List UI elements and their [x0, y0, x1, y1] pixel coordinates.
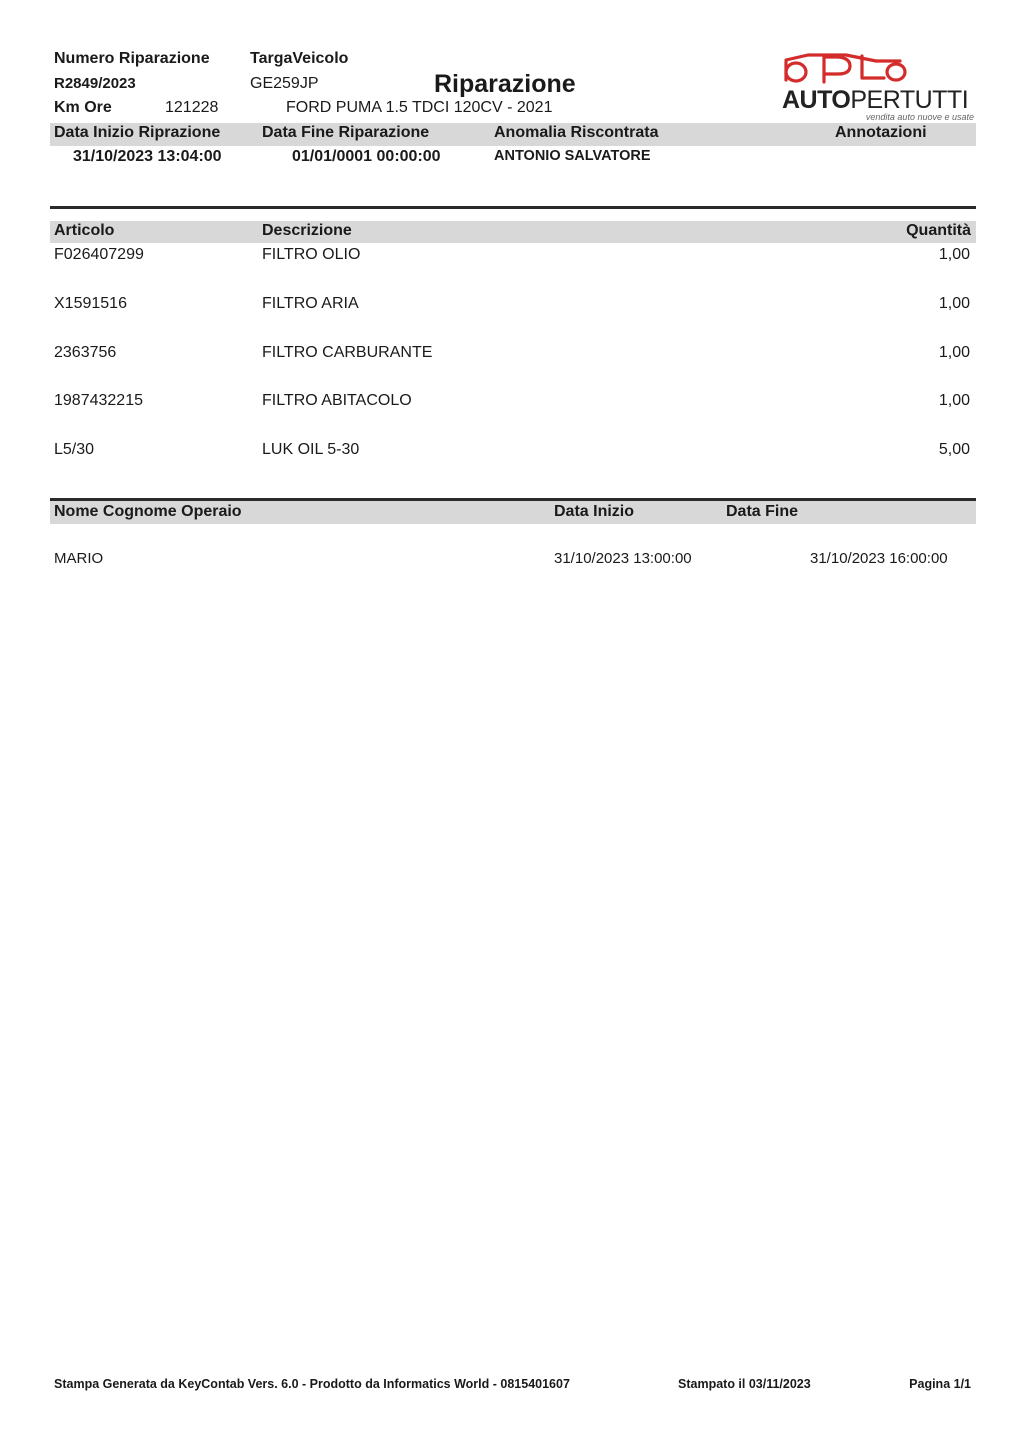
footer-printed-date: Stampato il 03/11/2023	[678, 1377, 811, 1391]
km-ore-label: Km Ore	[54, 99, 112, 116]
item-descrizione: FILTRO CARBURANTE	[262, 344, 433, 361]
worker-data-fine: 31/10/2023 16:00:00	[810, 550, 948, 567]
info-value-data-inizio: 31/10/2023 13:04:00	[73, 148, 222, 165]
items-top-rule	[50, 206, 976, 209]
item-descrizione: FILTRO ABITACOLO	[262, 392, 412, 409]
km-ore-value: 121228	[165, 99, 219, 116]
item-articolo: F026407299	[54, 246, 144, 263]
info-header-anomalia: Anomalia Riscontrata	[494, 124, 659, 141]
info-value-anomalia: ANTONIO SALVATORE	[494, 148, 651, 164]
item-quantita: 1,00	[938, 344, 970, 361]
worker-nome: MARIO	[54, 550, 104, 567]
info-header-data-inizio: Data Inizio Riprazione	[54, 124, 221, 141]
numero-riparazione-value: R2849/2023	[54, 75, 136, 92]
info-header-annotazioni: Annotazioni	[835, 124, 927, 141]
footer-page-number: Pagina 1/1	[909, 1377, 971, 1391]
vehicle-description: FORD PUMA 1.5 TDCI 120CV - 2021	[286, 99, 553, 116]
items-header-articolo: Articolo	[54, 222, 115, 239]
item-quantita: 1,00	[938, 246, 970, 263]
item-quantita: 1,00	[938, 392, 970, 409]
targa-veicolo-value: GE259JP	[250, 75, 319, 92]
item-articolo: L5/30	[54, 441, 95, 458]
logo-name-bold: AUTO	[782, 86, 851, 114]
info-value-data-fine: 01/01/0001 00:00:00	[292, 148, 441, 165]
item-descrizione: FILTRO ARIA	[262, 295, 359, 312]
page-title: Riparazione	[434, 70, 576, 98]
workers-header-nome: Nome Cognome Operaio	[54, 503, 242, 520]
items-header-quantita: Quantità	[906, 222, 971, 239]
item-descrizione: FILTRO OLIO	[262, 246, 361, 263]
targa-veicolo-label: TargaVeicolo	[250, 50, 349, 67]
footer-generated: Stampa Generata da KeyContab Vers. 6.0 - Prodotto da Informatics World - 0815401607	[54, 1377, 570, 1391]
items-header-descrizione: Descrizione	[262, 222, 352, 239]
worker-data-inizio: 31/10/2023 13:00:00	[554, 550, 692, 567]
logo-wordmark	[782, 86, 968, 115]
car-mark-icon	[780, 52, 976, 88]
company-logo	[780, 52, 976, 124]
item-quantita: 5,00	[938, 441, 970, 458]
workers-header-data-fine: Data Fine	[726, 503, 799, 520]
item-articolo: 1987432215	[54, 392, 143, 409]
item-quantita: 1,00	[938, 295, 970, 312]
numero-riparazione-label: Numero Riparazione	[54, 50, 210, 67]
info-header-data-fine: Data Fine Riparazione	[262, 124, 430, 141]
item-articolo: 2363756	[54, 344, 117, 361]
logo-name-light: PERTUTTI	[850, 86, 969, 114]
workers-header-data-inizio: Data Inizio	[554, 503, 635, 520]
item-descrizione: LUK OIL 5-30	[262, 441, 360, 458]
item-articolo: X1591516	[54, 295, 127, 312]
logo-tagline: vendita auto nuove e usate	[865, 112, 974, 122]
items-header-band	[50, 221, 976, 243]
